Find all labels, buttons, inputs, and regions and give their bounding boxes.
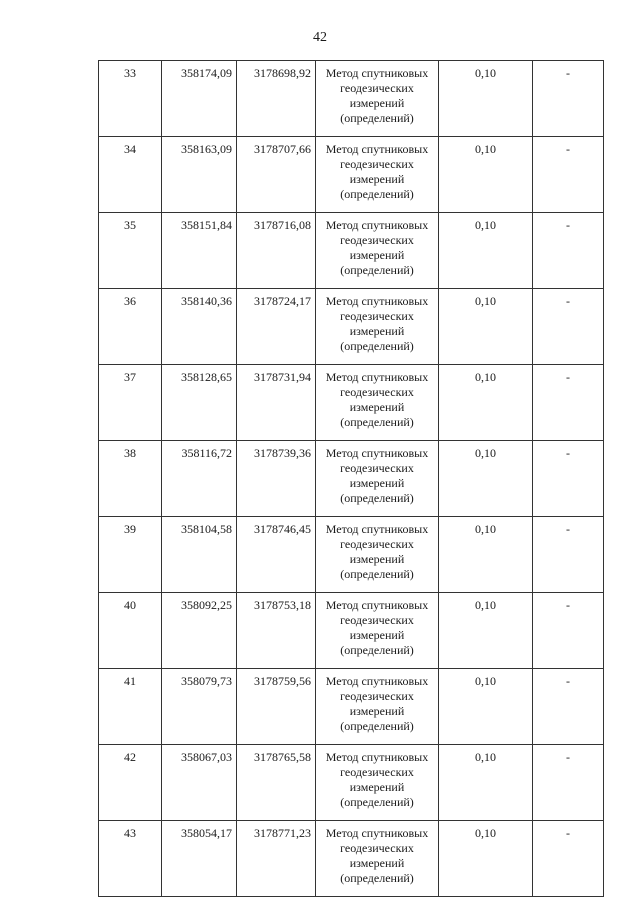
method-cell: Метод спутниковых геодезических измерений (определений) [316,213,439,289]
coordinates-table [98,60,604,897]
note-cell: - [533,593,604,669]
method-cell: Метод спутниковых геодезических измерений (определений) [316,441,439,517]
accuracy-cell: 0,10 [439,365,533,441]
table-row [99,137,604,213]
point-number-cell: 40 [99,593,162,669]
table-row [99,213,604,289]
point-number-cell: 42 [99,745,162,821]
accuracy-cell: 0,10 [439,669,533,745]
note-cell: - [533,441,604,517]
accuracy-cell: 0,10 [439,61,533,137]
point-number-cell: 39 [99,517,162,593]
x-coordinate-cell: 358092,25 [162,593,237,669]
y-coordinate-cell: 3178753,18 [237,593,316,669]
table-row [99,669,604,745]
note-cell: - [533,137,604,213]
point-number-cell: 41 [99,669,162,745]
y-coordinate-cell: 3178746,45 [237,517,316,593]
note-cell: - [533,289,604,365]
x-coordinate-cell: 358104,58 [162,517,237,593]
table-row [99,441,604,517]
method-cell: Метод спутниковых геодезических измерений (определений) [316,61,439,137]
y-coordinate-cell: 3178759,56 [237,669,316,745]
method-cell: Метод спутниковых геодезических измерений (определений) [316,745,439,821]
point-number-cell: 33 [99,61,162,137]
accuracy-cell: 0,10 [439,745,533,821]
note-cell: - [533,61,604,137]
table-row [99,365,604,441]
table-row [99,593,604,669]
accuracy-cell: 0,10 [439,137,533,213]
method-cell: Метод спутниковых геодезических измерений (определений) [316,517,439,593]
note-cell: - [533,213,604,289]
method-cell: Метод спутниковых геодезических измерений (определений) [316,137,439,213]
y-coordinate-cell: 3178707,66 [237,137,316,213]
table-row [99,61,604,137]
accuracy-cell: 0,10 [439,289,533,365]
point-number-cell: 35 [99,213,162,289]
table-row [99,289,604,365]
method-cell: Метод спутниковых геодезических измерений (определений) [316,365,439,441]
point-number-cell: 43 [99,821,162,897]
y-coordinate-cell: 3178731,94 [237,365,316,441]
x-coordinate-cell: 358054,17 [162,821,237,897]
note-cell: - [533,745,604,821]
point-number-cell: 38 [99,441,162,517]
accuracy-cell: 0,10 [439,517,533,593]
y-coordinate-cell: 3178765,58 [237,745,316,821]
x-coordinate-cell: 358128,65 [162,365,237,441]
x-coordinate-cell: 358067,03 [162,745,237,821]
table-body [99,61,604,897]
table-row [99,745,604,821]
accuracy-cell: 0,10 [439,821,533,897]
note-cell: - [533,517,604,593]
point-number-cell: 37 [99,365,162,441]
accuracy-cell: 0,10 [439,441,533,517]
y-coordinate-cell: 3178716,08 [237,213,316,289]
y-coordinate-cell: 3178724,17 [237,289,316,365]
method-cell: Метод спутниковых геодезических измерений (определений) [316,669,439,745]
y-coordinate-cell: 3178698,92 [237,61,316,137]
method-cell: Метод спутниковых геодезических измерений (определений) [316,821,439,897]
x-coordinate-cell: 358079,73 [162,669,237,745]
x-coordinate-cell: 358140,36 [162,289,237,365]
accuracy-cell: 0,10 [439,213,533,289]
x-coordinate-cell: 358174,09 [162,61,237,137]
note-cell: - [533,365,604,441]
x-coordinate-cell: 358151,84 [162,213,237,289]
x-coordinate-cell: 358163,09 [162,137,237,213]
table-row [99,517,604,593]
note-cell: - [533,669,604,745]
y-coordinate-cell: 3178739,36 [237,441,316,517]
x-coordinate-cell: 358116,72 [162,441,237,517]
y-coordinate-cell: 3178771,23 [237,821,316,897]
accuracy-cell: 0,10 [439,593,533,669]
table-row [99,821,604,897]
point-number-cell: 36 [99,289,162,365]
point-number-cell: 34 [99,137,162,213]
method-cell: Метод спутниковых геодезических измерений (определений) [316,289,439,365]
method-cell: Метод спутниковых геодезических измерений (определений) [316,593,439,669]
note-cell: - [533,821,604,897]
page-number: 42 [313,30,327,45]
